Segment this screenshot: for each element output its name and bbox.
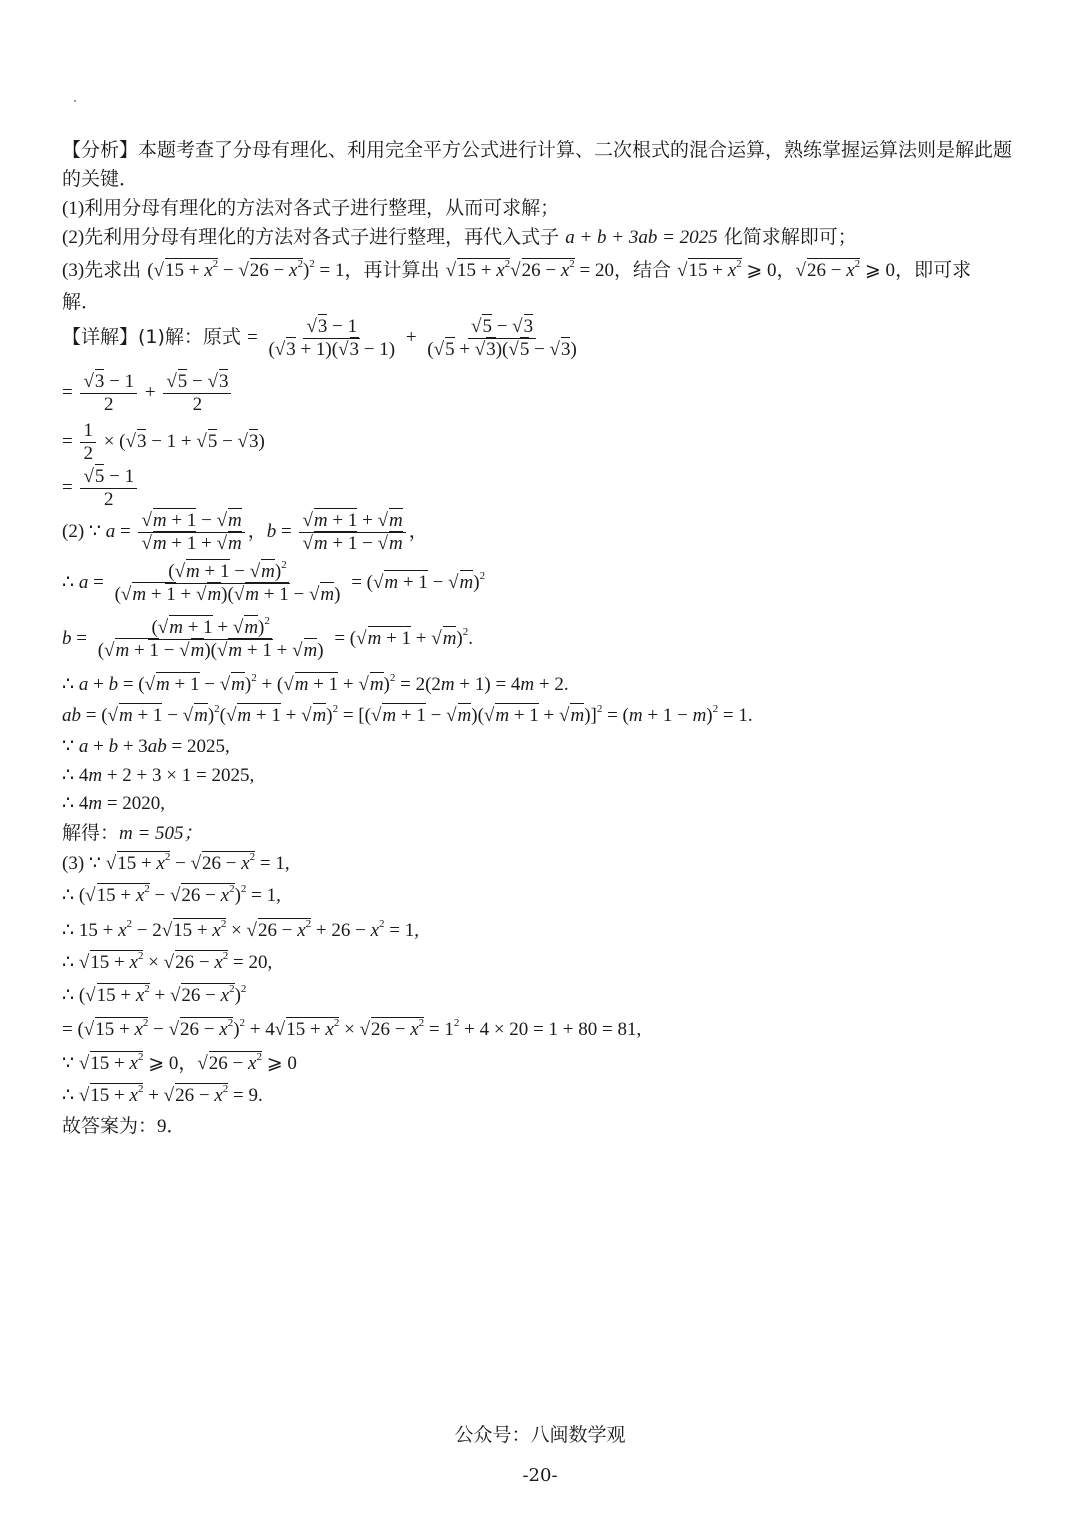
detail-part2-line8: ∴ 4m = 2020, bbox=[62, 793, 166, 814]
analysis-label: 【分析】 bbox=[62, 139, 139, 161]
detail-part2-line5: ab = $(√m + 1 - √m)^2(√m + 1 + √m)^2 = [(√m + 1 - √m)(√m + 1 + √m)]^2 = (m + 1 - m)^2 = 1$. bbox=[62, 703, 753, 726]
detail-part3-line1: (3) ∵ $√15 + x^2 - √26 - x^2 = 1$, bbox=[62, 851, 290, 874]
analysis-point-3 bbox=[62, 258, 971, 283]
analysis-line-end bbox=[62, 290, 100, 314]
analysis-line-2 bbox=[62, 167, 138, 191]
footer-wechat: 公众号：八闽数学观 bbox=[454, 1424, 626, 1446]
scan-dot bbox=[74, 100, 76, 102]
detail-part3-line7: ∵ $√15 + x^2$ ⩾ 0，$√26 - x^2$ ⩾ 0 bbox=[62, 1051, 297, 1074]
analysis-text-end: 解． bbox=[62, 291, 101, 313]
detail-part3-line5: ∴ $(√15 + x^2 + √26 - x^2)^2$ bbox=[62, 983, 247, 1006]
math-expr: = $\frac{√3 - 1}{(√3 + 1)(√3 - 1)}$ + $\frac{√5 - √3}{(√5 + √3)(√5 - √3)}$ bbox=[246, 316, 577, 360]
detail-label: 【详解】 bbox=[62, 325, 139, 348]
detail-part3-line6: = $(√15 + x^2 - √26 - x^2)^2 + 4√15 + x^2 \times √26 - x^2 = 1^2 + 4 \times 20 = 1 + 80 = 81$, bbox=[62, 1017, 642, 1040]
point-number: (2) bbox=[62, 227, 85, 248]
point-text: 先利用分母有理化的方法对各式子进行整理，再代入式子 bbox=[84, 226, 560, 248]
final-answer-label: 故答案为： bbox=[62, 1115, 158, 1137]
analysis-point-1 bbox=[62, 196, 559, 221]
point-number: (3) bbox=[62, 260, 85, 281]
math-expr: $(√15 + x^2 - √26 - x^2)^2 = 1$ bbox=[147, 258, 345, 281]
point-text: ，结合 bbox=[613, 259, 671, 281]
detail-part1-line2: = $\frac{√3 - 1}{2}$ + $\frac{√5 - √3}{2}$ bbox=[62, 371, 234, 416]
detail-part3-line3: ∴ $15 + x^2 - 2√15 + x^2 \times √26 - x^2 + 26 - x^2 = 1$, bbox=[62, 918, 419, 941]
detail-part1-line1 bbox=[62, 316, 583, 361]
detail-part3-line2: ∴ $(√15 + x^2 - √26 - x^2)^2 = 1$, bbox=[62, 883, 281, 906]
m-value: m = 505； bbox=[119, 823, 203, 844]
detail-part1-line4: = $\frac{√5 - 1}{2}$ bbox=[62, 466, 140, 511]
detail-part2-line1: (2) ∵ a = $\frac{√m + 1 - √m}{√m + 1 + √m}$ ，b = $\frac{√m + 1 + √m}{√m + 1 - √m}$ ， bbox=[62, 510, 428, 554]
detail-part2-line3: b = $\frac{(√m + 1 + √m)^2}{(√m + 1 - √m)(√m + 1 + √m)}$ = $(√m + 1 + √m)^2$. bbox=[62, 615, 473, 661]
point-text: 利用分母有理化的方法对各式子进行整理，从而可求解； bbox=[84, 197, 560, 219]
detail-part1-line3: = $\frac{1}{2}$ × (√3 − 1 + √5 − √3) bbox=[62, 420, 265, 464]
detail-part3-line8: ∴ $√15 + x^2 + √26 - x^2 = 9$. bbox=[62, 1083, 263, 1106]
point-number: (1) bbox=[62, 198, 85, 219]
detail-part2-line7: ∴ 4m + 2 + 3 × 1 = 2025, bbox=[62, 765, 255, 786]
final-answer-value: 9． bbox=[157, 1116, 186, 1137]
point-expression: a + b + 3ab = 2025 bbox=[565, 227, 718, 248]
math-expr: $√15 + x^2$ ⩾ 0，$√26 - x^2$ ⩾ 0 bbox=[677, 258, 896, 281]
detail-part3-line4: ∴ $√15 + x^2 \times √26 - x^2 = 20$, bbox=[62, 950, 273, 973]
math-expr: $√15 + x^2√26 - x^2 = 20$ bbox=[445, 258, 614, 281]
point-text: ，即可求 bbox=[895, 259, 972, 281]
analysis-line-1 bbox=[62, 138, 1012, 162]
detail-part2-line9 bbox=[62, 821, 203, 846]
final-answer bbox=[62, 1114, 186, 1139]
detail-part2-line2: ∴ a = $\frac{(√m + 1 - √m)^2}{(√m + 1 + √m)(√m + 1 - √m)}$ = $(√m + 1 - √m)^2$ bbox=[62, 559, 486, 605]
point-text-tail: 化简求解即可； bbox=[723, 226, 857, 248]
page-number: -20- bbox=[522, 1465, 558, 1486]
point-text: ，再计算出 bbox=[344, 259, 440, 281]
detail-part2-line4: ∴ $a + b = (√m + 1 - √m)^2 + (√m + 1 + √m)^2 = 2(2m + 1) = 4m + 2$. bbox=[62, 672, 569, 695]
solve-label: 解得： bbox=[62, 822, 120, 844]
analysis-point-2 bbox=[62, 225, 857, 250]
detail-part2-line6: ∵ a + b + 3ab = 2025, bbox=[62, 736, 230, 757]
analysis-text-2: 的关键． bbox=[62, 168, 139, 190]
analysis-text-1: 本题考查了分母有理化、利用完全平方公式进行计算、二次根式的混合运算，熟练掌握运算法则是解此题 bbox=[138, 139, 1013, 161]
point-text: 先求出 bbox=[84, 259, 142, 281]
detail-lead: (1)解：原式 bbox=[138, 325, 241, 348]
